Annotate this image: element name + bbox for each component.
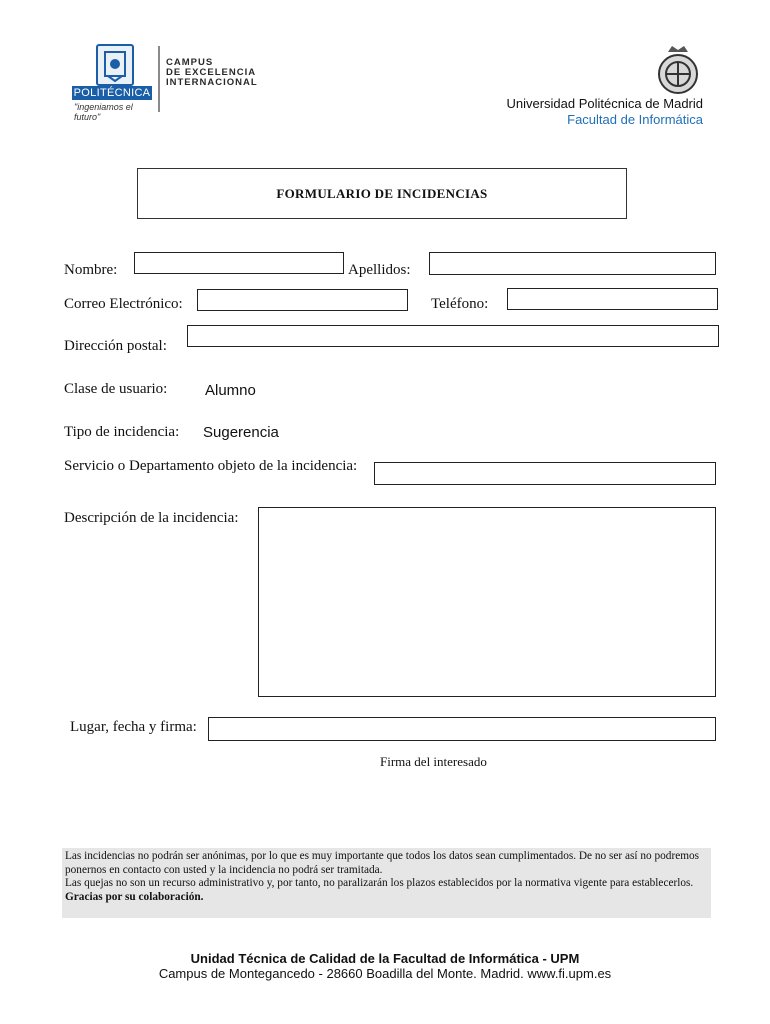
email-field[interactable]: [197, 289, 408, 311]
nombre-label: Nombre:: [64, 262, 118, 278]
notice-thanks: Gracias por su colaboración.: [65, 890, 204, 903]
campus-line: INTERNACIONAL: [166, 77, 258, 88]
descripcion-label: Descripción de la incidencia:: [64, 510, 239, 526]
tipo-incidencia-label: Tipo de incidencia:: [64, 424, 180, 440]
signature-caption: Firma del interesado: [380, 754, 487, 769]
telefono-label: Teléfono:: [431, 296, 489, 312]
lugar-fecha-firma-field[interactable]: [208, 717, 716, 741]
campus-excelencia-logo: [166, 58, 258, 88]
footer-address: Campus de Montegancedo - 28660 Boadilla del Monte. Madrid. www.fi.upm.es: [158, 966, 612, 981]
clase-usuario-select[interactable]: Alumno: [205, 382, 256, 399]
nombre-field[interactable]: [134, 252, 344, 274]
footer-unit: Unidad Técnica de Calidad de la Facultad de Informática - UPM: [190, 951, 580, 966]
telefono-field[interactable]: [507, 288, 718, 310]
correo-label: Correo Electrónico:: [64, 296, 183, 312]
upm-logo-text: POLITÉCNICA: [73, 87, 151, 99]
apellidos-label: Apellidos:: [348, 262, 411, 278]
servicio-field[interactable]: [374, 462, 716, 485]
logo-divider: [158, 46, 160, 112]
notice-text: Las incidencias no podrán ser anónimas, por lo que es muy importante que todos los datos sean cumplimentados. De no ser así no podremos ponernos en contacto con usted y la incidencia no podrá ser tramitada.: [65, 850, 700, 876]
upm-logo: [70, 44, 160, 122]
form-title: FORMULARIO DE INCIDENCIAS: [137, 168, 627, 219]
university-crest-icon: [652, 44, 704, 96]
apellidos-field[interactable]: [429, 252, 716, 275]
university-name: Universidad Politécnica de Madrid: [506, 96, 703, 111]
descripcion-textarea[interactable]: [258, 507, 716, 697]
direccion-field[interactable]: [187, 325, 719, 347]
tipo-incidencia-select[interactable]: Sugerencia: [203, 424, 279, 441]
lugar-fecha-firma-label: Lugar, fecha y firma:: [70, 719, 197, 735]
notice-box: [62, 848, 711, 918]
upm-shield-icon: [96, 44, 134, 86]
upm-slogan: "ingeniamos el futuro": [74, 102, 133, 122]
campus-line: CAMPUS: [166, 57, 214, 68]
notice-text: Las quejas no son un recurso administrativo y, por tanto, no paralizarán los plazos establecidos por la normativa vigente para establecerlos.: [65, 877, 694, 890]
servicio-label: Servicio o Departamento objeto de la incidencia:: [64, 458, 358, 474]
direccion-label: Dirección postal:: [64, 338, 167, 354]
faculty-name: Facultad de Informática: [567, 112, 703, 127]
campus-line: DE EXCELENCIA: [166, 67, 257, 78]
clase-usuario-label: Clase de usuario:: [64, 381, 168, 397]
